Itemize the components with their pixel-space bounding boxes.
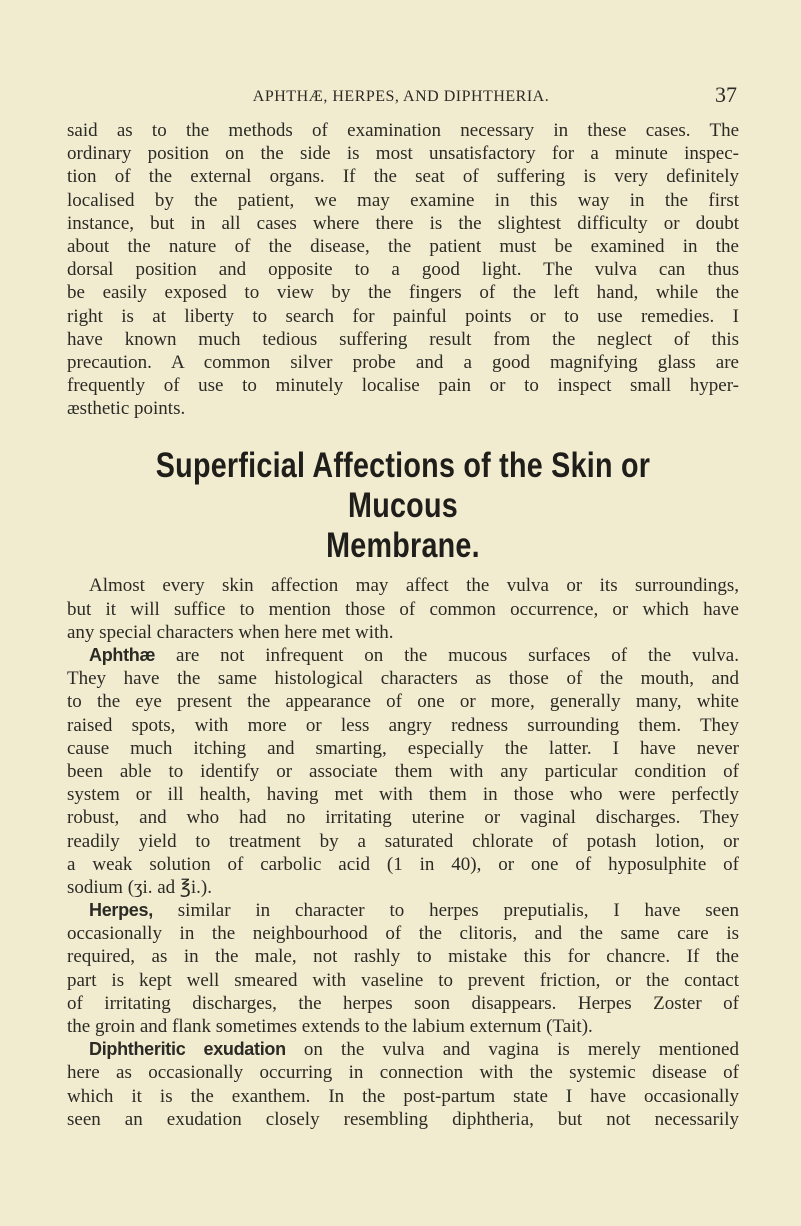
text-line: precaution. A common silver probe and a good magnifying glass are xyxy=(67,351,739,373)
text-line: ordinary position on the side is most unsatisfactory for a minute inspec- xyxy=(67,143,739,165)
text-line: but it will suffice to mention those of common occurrence, or which have xyxy=(67,598,739,620)
text-line: said as to the methods of examination necessary in these cases. The xyxy=(67,120,739,141)
text-line: here as occasionally occurring in connection with the systemic disease of xyxy=(67,1062,739,1084)
paragraph-herpes xyxy=(67,899,739,1038)
text-line: localised by the patient, we may examine in this way in the first xyxy=(67,189,739,211)
section-heading xyxy=(127,446,678,566)
text-line: robust, and who had no irritating uterine or vaginal discharges. They xyxy=(67,807,739,829)
text-line: the groin and flank sometimes extends to the labium externum (Tait). xyxy=(67,1016,593,1037)
text-line: required, as in the male, not rashly to mistake this for chancre. If the xyxy=(67,946,739,968)
text-line: raised spots, with more or less angry redness surrounding them. They xyxy=(67,714,739,736)
running-title: APHTHÆ, HERPES, AND DIPHTHERIA. xyxy=(252,88,550,105)
text-line xyxy=(67,899,739,922)
text-line: readily yield to treatment by a saturated chlorate of potash lotion, or xyxy=(67,830,739,852)
section-heading-line-2: Membrane. xyxy=(326,526,480,566)
text-line: about the nature of the disease, the patient must be examined in the xyxy=(67,235,739,257)
paragraph-aphthae xyxy=(67,644,739,899)
line-text: similar in character to herpes preputialis, I have seen xyxy=(152,900,739,922)
text-line: They have the same histological characters as those of the mouth, and xyxy=(67,668,739,690)
text-line: occasionally in the neighbourhood of the clitoris, and the same care is xyxy=(67,923,739,945)
page-body xyxy=(67,119,739,1131)
text-line: system or ill health, having met with them in those who were perfectly xyxy=(67,784,739,806)
paragraph-examination xyxy=(67,119,739,420)
text-line: instance, but in all cases where there is the slightest difficulty or doubt xyxy=(67,212,739,234)
lead-term: Herpes, xyxy=(89,900,153,921)
text-line: of irritating discharges, the herpes soon disappears. Herpes Zoster of xyxy=(67,992,739,1014)
text-line: dorsal position and opposite to a good light. The vulva can thus xyxy=(67,259,739,281)
line-text: on the vulva and vagina is merely mentioned xyxy=(285,1039,739,1061)
lead-term: Aphthæ xyxy=(89,645,156,665)
text-line: which it is the exanthem. In the post-partum state I have occasionally xyxy=(67,1085,739,1107)
page-number: 37 xyxy=(715,82,737,107)
text-line: to the eye present the appearance of one or more, generally many, white xyxy=(67,691,739,713)
lead-term: Diphtheritic exudation xyxy=(89,1039,286,1060)
text-line xyxy=(67,1038,739,1061)
text-line: sodium (ʒi. ad ℥i.). xyxy=(67,876,213,898)
text-line xyxy=(67,644,739,667)
text-line: be easily exposed to view by the fingers of the left hand, while the xyxy=(67,282,739,304)
paragraph-diphtheritic xyxy=(67,1038,739,1131)
text-line: frequently of use to minutely localise pain or to inspect small hyper- xyxy=(67,375,739,397)
text-line: been able to identify or associate them with any particular condition of xyxy=(67,760,739,782)
text-line: seen an exudation closely resembling diphtheria, but not necessarily xyxy=(67,1108,739,1130)
line-text: are not infrequent on the mucous surfaces of the vulva. xyxy=(155,645,739,666)
text-line: Almost every skin affection may affect the vulva or its surroundings, xyxy=(89,575,739,597)
text-line: cause much itching and smarting, especially the latter. I have never xyxy=(67,737,739,759)
text-line: have known much tedious suffering result from the neglect of this xyxy=(67,328,739,350)
running-header xyxy=(65,84,737,108)
text-line: tion of the external organs. If the seat of suffering is very definitely xyxy=(67,166,739,188)
section-heading-line-1: Superficial Affections of the Skin or Mucous xyxy=(155,446,651,526)
text-line: æsthetic points. xyxy=(67,398,186,420)
paragraph-intro xyxy=(67,574,739,644)
text-line: part is kept well smeared with vaseline to prevent friction, or the contact xyxy=(67,969,739,991)
text-line: any special characters when here met with. xyxy=(67,621,394,643)
text-line: a weak solution of carbolic acid (1 in 40), or one of hyposulphite of xyxy=(67,853,739,875)
text-line: right is at liberty to search for painful points or to use remedies. I xyxy=(67,305,739,327)
